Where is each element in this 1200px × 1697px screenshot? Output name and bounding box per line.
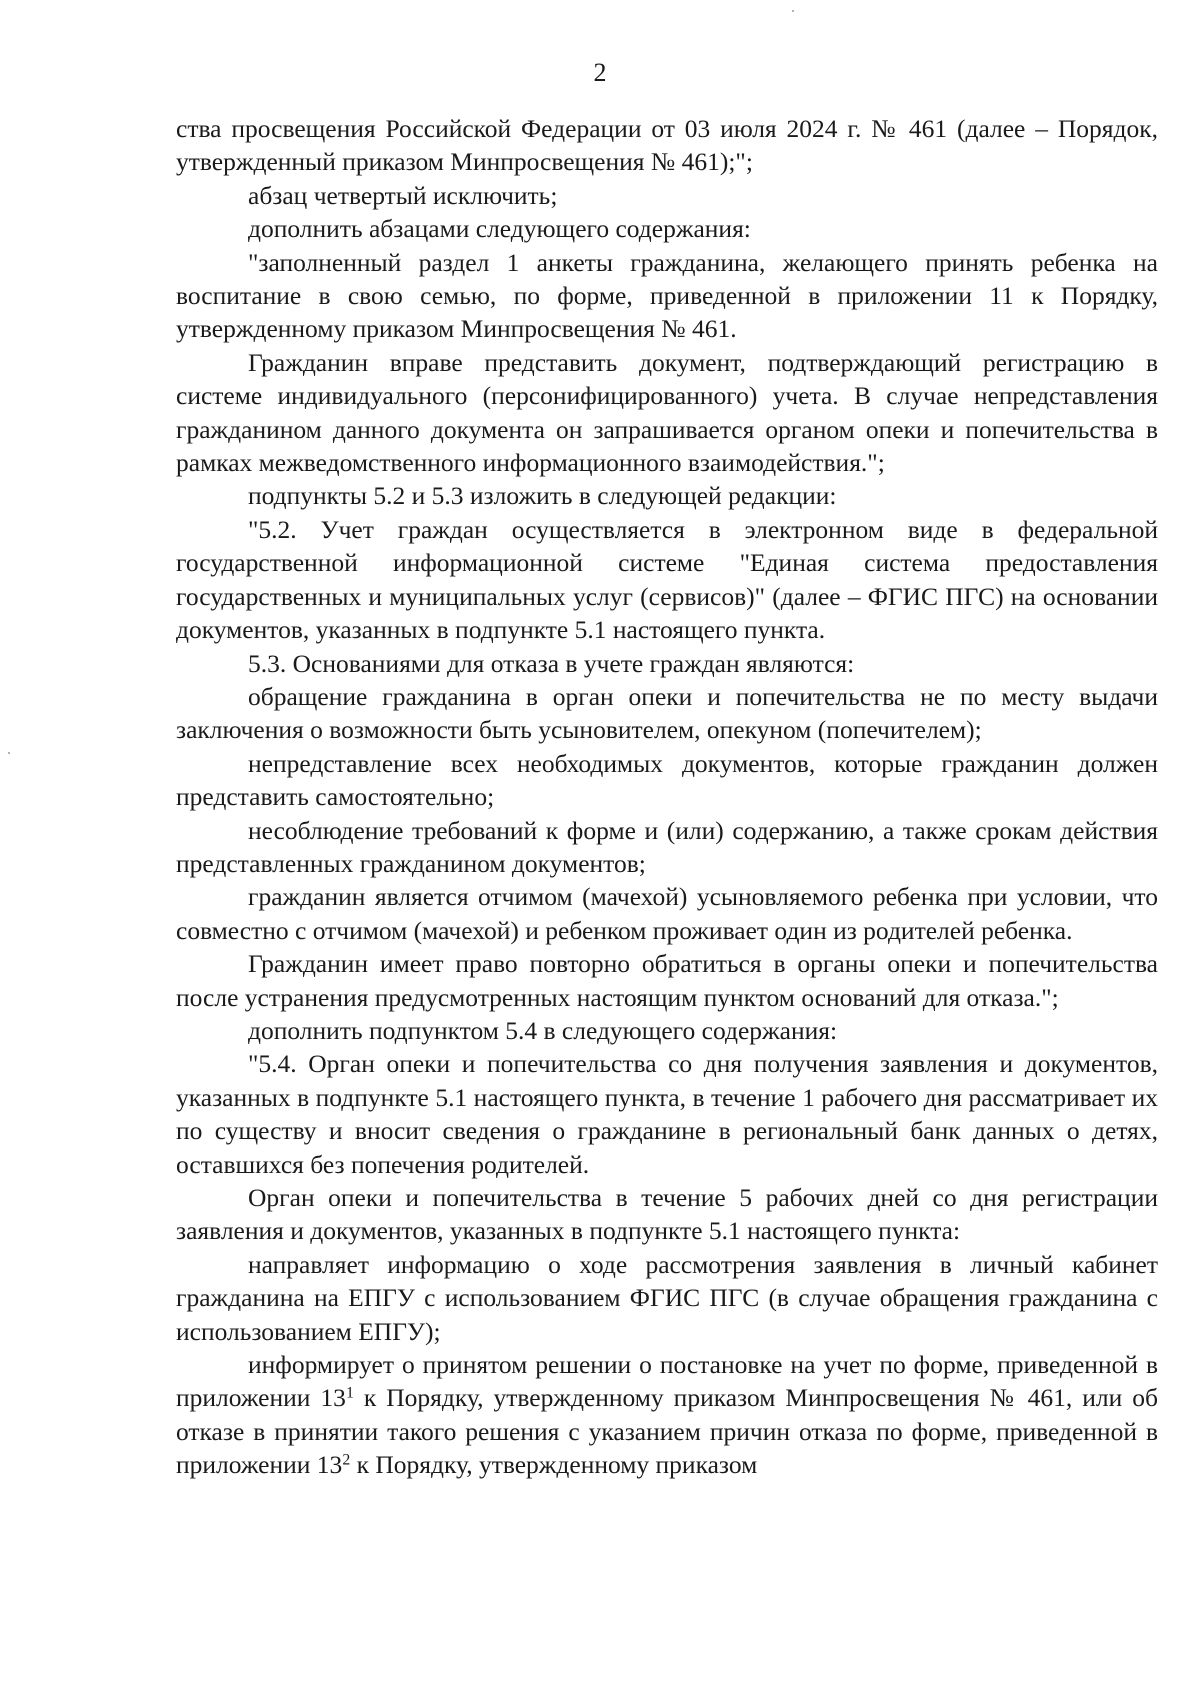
paragraph-last <box>176 1348 1158 1482</box>
paragraph: Орган опеки и попечительства в течение 5 рабочих дней со дня регистрации заявления и документов, указанных в подпункте 5.1 настоящего пункта: <box>176 1183 1158 1246</box>
paragraph: Гражданин вправе представить документ, подтверждающий регистрацию в системе индивидуального (персонифицированного) учета. В случае непредставления гражданином данного документа он запрашивается органом опеки и попечительства в рамках межведомственного информационного взаимодействия."; <box>176 347 1158 478</box>
paragraph: "5.4. Орган опеки и попечительства со дня получения заявления и документов, указанных в подпункте 5.1 настоящего пункта, в течение 1 рабочего дня рассматривает их по существу и вносит сведения о гражданине в региональный банк данных о детях, оставшихся без попечения родителей. <box>176 1049 1158 1179</box>
document-body <box>176 112 1158 1482</box>
scan-speck <box>792 10 794 12</box>
paragraph: "заполненный раздел 1 анкеты гражданина, желающего принять ребенка на воспитание в свою семью, по форме, приведенной в приложении 11 к Порядку, утвержденному приказом Минпросвещения № 461. <box>176 247 1158 344</box>
paragraph: обращение гражданина в орган опеки и попечительства не по месту выдачи заключения о возможности быть усыновителем, опекуном (попечителем); <box>176 681 1158 745</box>
paragraph: ства просвещения Российской Федерации от 03 июля 2024 г. № 461 (далее – Порядок, утвержденный приказом Минпросвещения № 461);"; <box>176 114 1158 177</box>
paragraph: гражданин является отчимом (мачехой) усыновляемого ребенка при условии, что совместно с отчимом (мачехой) и ребенком проживает один из родителей ребенка. <box>176 882 1158 945</box>
paragraph: дополнить подпунктом 5.4 в следующего содержания: <box>248 1015 838 1045</box>
paragraph: абзац четвертый исключить; <box>248 180 558 210</box>
text-span: к Порядку, утвержденному приказом <box>350 1450 758 1480</box>
paragraph: несоблюдение требований к форме и (или) содержанию, а также срокам действия представленных гражданином документов; <box>176 815 1158 878</box>
paragraph: 5.3. Основаниями для отказа в учете граждан являются: <box>248 648 855 678</box>
paragraph: непредставление всех необходимых документов, которые гражданин должен представить самостоятельно; <box>176 748 1158 812</box>
text-span: информирует о принятом решении о постановке на учет по форме, приведенной в приложении 13 <box>176 1350 1158 1413</box>
superscript: 2 <box>342 1451 351 1469</box>
paragraph: направляет информацию о ходе рассмотрения заявления в личный кабинет гражданина на ЕПГУ с использованием ФГИС ПГС (в случае обращения гражданина с использованием ЕПГУ); <box>176 1249 1158 1346</box>
paragraph: "5.2. Учет граждан осуществляется в электронном виде в федеральной государственной информационной системе "Единая система предоставления государственных и муниципальных услуг (сервисов)" (далее – ФГИС ПГС) на основании документов, указанных в подпункте 5.1 настоящего пункта. <box>176 514 1158 645</box>
scan-speck <box>8 752 10 754</box>
paragraph: Гражданин имеет право повторно обратиться в органы опеки и попечительства после устранения предусмотренных настоящим пунктом оснований для отказа."; <box>176 949 1158 1012</box>
text-span: к Порядку, утвержденному приказом Минпросвещения № 461, или об отказе в принятии такого решения с указанием причин отказа по форме, приведенной в приложении 13 <box>176 1383 1158 1480</box>
superscript: 1 <box>345 1384 354 1402</box>
paragraph: дополнить абзацами следующего содержания: <box>248 214 751 244</box>
paragraph: подпункты 5.2 и 5.3 изложить в следующей редакции: <box>248 481 837 511</box>
page-number: 2 <box>593 58 607 87</box>
